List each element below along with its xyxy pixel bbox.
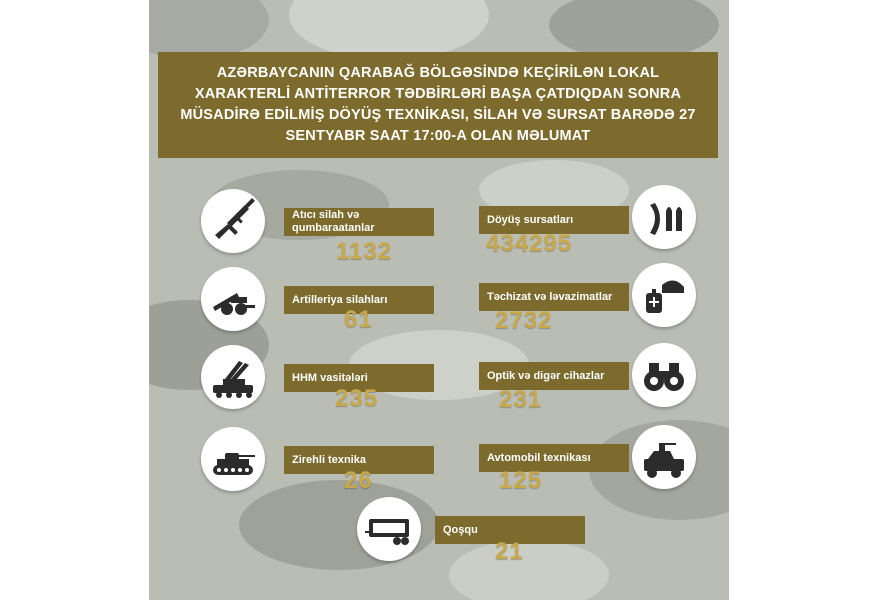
air-defense-icon	[201, 345, 265, 409]
rifle-icon	[201, 189, 265, 253]
equipment-icon	[632, 263, 696, 327]
item-value-artillery: 61	[344, 306, 373, 333]
item-label-ammunition: Döyüş sursatları	[479, 206, 629, 234]
item-value-supplies: 2732	[495, 307, 553, 334]
item-label-trailer: Qoşqu	[435, 516, 585, 544]
item-value-small-arms: 1132	[336, 238, 393, 265]
item-label-supplies: Təchizat və ləvazimatlar	[479, 283, 629, 311]
item-label-small-arms: Atıcı silah və qumbaraatanlar	[284, 208, 434, 236]
item-label-automobile: Avtomobil texnikası	[479, 444, 629, 472]
camo-blob	[289, 0, 489, 60]
camo-blob	[549, 0, 719, 60]
tank-icon	[201, 427, 265, 491]
item-value-trailer: 21	[495, 538, 524, 565]
item-value-air-defense: 235	[335, 385, 379, 412]
item-label-armored: Zirehli texnika	[284, 446, 434, 474]
trailer-icon-circle	[357, 497, 421, 561]
page-title: AZƏRBAYCANIN QARABAĞ BÖLGƏSİNDƏ KEÇİRİLƏN LOKAL XARAKTERLİ ANTİTERROR TƏDBİRLƏRİ BAŞA ÇATDIQDAN SONRA MÜSADİRƏ EDİLMİŞ DÖYÜŞ TEXNİKASI, SİLAH VƏ SURSAT BARƏDƏ 27 SENTYABR SAAT 17:00-A OLAN MƏLUMAT	[180, 65, 696, 144]
equipment-icon-circle	[632, 263, 696, 327]
item-label-optics: Optik və digər cihazlar	[479, 362, 629, 390]
item-value-armored: 26	[344, 467, 373, 494]
item-value-ammunition: 434295	[486, 230, 573, 257]
trailer-icon	[357, 497, 421, 561]
item-value-optics: 231	[499, 386, 543, 413]
camo-blob	[149, 0, 269, 60]
ammunition-icon-circle	[632, 185, 696, 249]
item-label-air-defense: HHM vasitələri	[284, 364, 434, 392]
tank-icon-circle	[201, 427, 265, 491]
military-vehicle-icon	[632, 425, 696, 489]
cannon-icon-circle	[201, 267, 265, 331]
binoculars-icon	[632, 343, 696, 407]
ammunition-icon	[632, 185, 696, 249]
item-label-artillery: Artilleriya silahları	[284, 286, 434, 314]
binoculars-icon-circle	[632, 343, 696, 407]
item-value-automobile: 125	[499, 467, 543, 494]
rifle-icon-circle	[201, 189, 265, 253]
cannon-icon	[201, 267, 265, 331]
military-vehicle-icon-circle	[632, 425, 696, 489]
header-banner	[158, 52, 718, 158]
camo-blob	[449, 540, 609, 600]
infographic-poster	[149, 0, 729, 600]
air-defense-icon-circle	[201, 345, 265, 409]
